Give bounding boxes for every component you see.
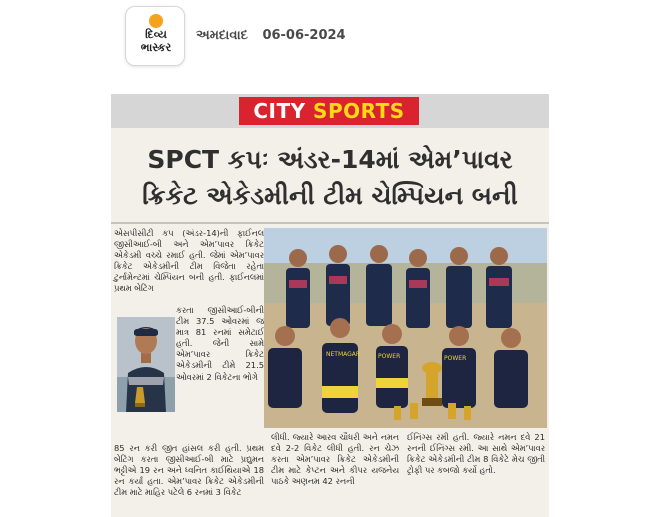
headline-line-1: SPCT કપઃ અંડર-14માં એમ’પાવર (147, 145, 513, 174)
edition-date: 06-06-2024 (262, 28, 346, 43)
article-text-side: કરતા જીસીઆઈ-બીની ટીમ 37.5 ઓવરમાં જ માત્ર 81 રનમાં સમેટાઈ હતી. જેની સામે એમ’પાવર ક્રિકેટ એકેડમીની ટીમે 21.5 ઓવરમાં 2 વિકેટના ભોગે (176, 305, 264, 382)
shirt-text-3: POWER (444, 355, 467, 362)
article-text-intro: એસપીસીટી કપ (અંડર-14)ની ફાઈનલ જીસીઆઈ-બી અને એમ’પાવર ક્રિકેટ એકેડમી વચ્ચે રમાઈ હતી. જેમાં એમ’પાવર ક્રિકેટ એકેડમીની ટીમ વિજેતા રહેતા ટુર્નામેન્ટમાં ચેમ્પિયન બની હતી. ફાઈનલમાં પ્રથમ બેટિંગ (114, 228, 264, 294)
player-portrait-image (117, 317, 175, 412)
article-text-column-3: ઈનિંગ્સ રમી હતી. જ્યારે નમન દવે 21 રનની ઈનિંગ્સ રમી. આ સાથે એમ’પાવર ક્રિકેટ એકેડમીની ટીમ 8 વિકેટે મેચ જીતી ટ્રોફી પર કબજો કર્યો હતો. (407, 432, 545, 476)
edition-line (196, 28, 346, 43)
headline-line-2: ક્રિકેટ એકેડમીની ટીમ ચેમ્પિયન બની (142, 181, 518, 210)
team-photo-image (264, 228, 547, 428)
article-text-column-2: લીધી. જ્યારે આરવ ચૌધરી અને નમન દવે 2-2 વિકેટ લીધી હતી. રન ચેઝ કરતા એમ’પાવર ક્રિકેટ એકેડમીની ટીમ માટે કેપ્ટન અને કીપર યજનેય પાઠકે અણનમ 42 રનની (271, 432, 399, 487)
news-clipping (111, 94, 549, 517)
section-label (239, 97, 419, 125)
sun-icon (149, 14, 163, 28)
logo-text-line1: દિવ્ય (145, 28, 167, 41)
article-headline (115, 142, 545, 214)
logo-text-line2: ભાસ્કર (140, 41, 172, 54)
section-label-sports: SPORTS (313, 99, 405, 123)
shirt-text-2: POWER (378, 353, 401, 360)
divya-bhaskar-logo (125, 6, 185, 66)
section-label-city: CITY (253, 99, 306, 123)
edition-city: અમદાવાદ (196, 28, 248, 43)
article-text-lower: 85 રન કરી જીત હાંસલ કરી હતી. પ્રથમ બેટિંગ કરતા જીસીઆઈ-બી માટે પ્રદ્યુમન ભટ્ટીએ 19 રન અને ધ્વનિત કાઈથિયાએ 18 રન કર્યા હતા. એમ’પાવર ક્રિકેટ એકેડમીની ટીમ માટે માહિર પટેલે 6 રનમાં 3 વિકેટ (114, 443, 264, 498)
headline-divider (111, 222, 549, 224)
shirt-text-1: NETMAGAR (326, 351, 361, 358)
